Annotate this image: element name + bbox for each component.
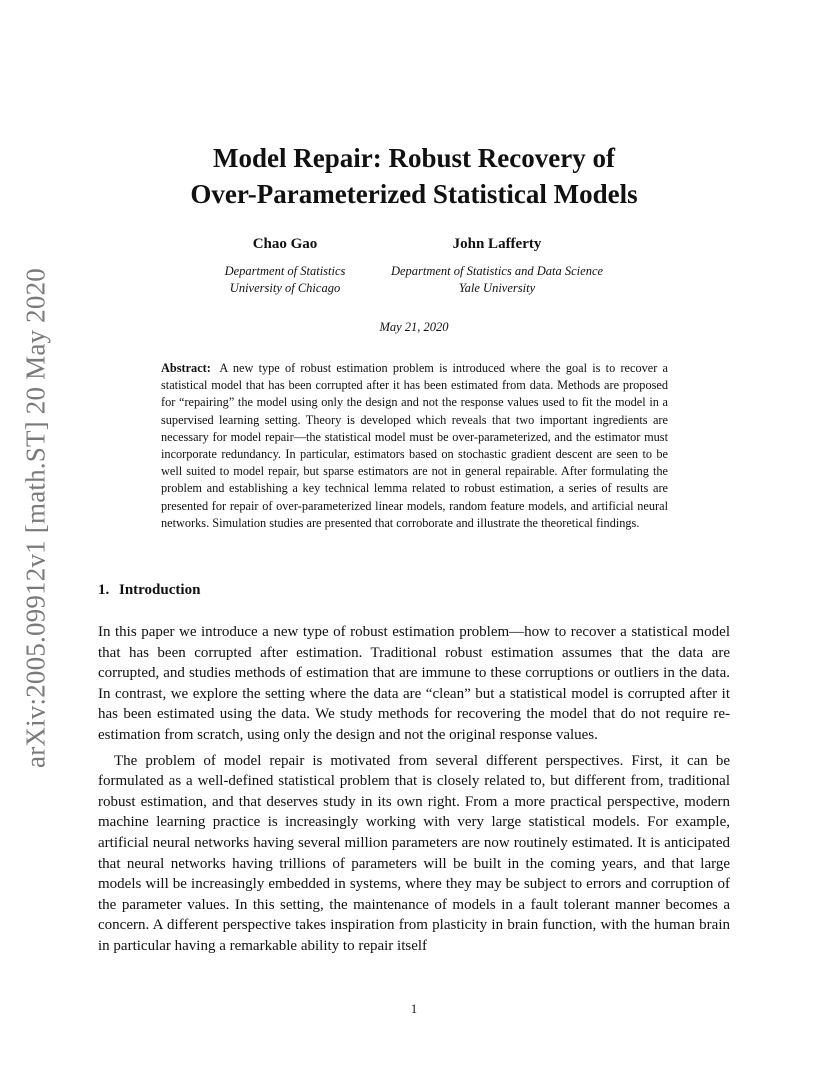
page-number: 1 bbox=[410, 1002, 418, 1016]
author-block bbox=[205, 236, 365, 297]
abstract-label: Abstract: bbox=[161, 361, 211, 375]
paper-title bbox=[98, 140, 730, 212]
arxiv-identifier: arXiv:2005.09912v1 [math.ST] 20 May 2020 bbox=[20, 268, 51, 768]
paper-date: May 21, 2020 bbox=[379, 320, 449, 334]
author-block bbox=[365, 236, 629, 297]
section-title: Introduction bbox=[119, 582, 201, 598]
title-line-1: Model Repair: Robust Recovery of bbox=[213, 143, 615, 173]
section-body bbox=[98, 622, 730, 962]
section-number: 1. bbox=[98, 582, 110, 598]
section-heading bbox=[98, 582, 200, 599]
arxiv-side-stamp bbox=[0, 0, 56, 1072]
title-line-2: Over-Parameterized Statistical Models bbox=[190, 179, 638, 209]
body-paragraph: The problem of model repair is motivated from several different perspectives. First, it can be formulated as a well-defined statistical problem that is closely related to, but different from, traditional robust estimation, and that deserves study in its own right. From a more practical perspective, modern machine learning practice is increasingly working with very large statistical models. For example, artificial neural networks having several million parameters are now routinely estimated. It is anticipated that neural networks having trillions of parameters will be built in the coming years, and that large models will be increasingly embedded in systems, where they may be subject to errors and corruption of the parameter values. In this setting, the maintenance of models in a fault tolerant manner becomes a concern. A different perspective takes inspiration from plasticity in brain function, with the human brain in particular having a remarkable ability to repair itself bbox=[98, 752, 730, 954]
author-name: John Lafferty bbox=[452, 236, 542, 252]
author-name: Chao Gao bbox=[252, 236, 318, 252]
abstract bbox=[161, 360, 668, 532]
author-affiliation-department: Department of Statistics and Data Science bbox=[390, 264, 604, 278]
author-affiliation-university: Yale University bbox=[458, 281, 536, 295]
body-paragraph: In this paper we introduce a new type of robust estimation problem—how to recover a statistical model that has been corrupted after estimation. Traditional robust estimation assumes that the data are corrupted, and studies methods of estimation that are immune to these corruptions or outliers in the data. In contrast, we explore the setting where the data are “clean” but a statistical model is corrupted after it has been estimated using the data. We study methods for recovering the model that do not require re-estimation from scratch, using only the design and not the original response values. bbox=[98, 624, 730, 743]
author-affiliation-university: University of Chicago bbox=[229, 281, 341, 295]
abstract-text: A new type of robust estimation problem is introduced where the goal is to recover a statistical model that has been corrupted after it has been estimated from data. Methods are proposed for “repairing” the model using only the design and not the response values used to fit the model in a supervised learning setting. Theory is developed which reveals that two important ingredients are necessary for model repair—the statistical model must be over-parameterized, and the estimator must incorporate redundancy. In particular, estimators based on stochastic gradient descent are seen to be well suited to model repair, but sparse estimators are not in general repairable. After formulating the problem and establishing a key technical lemma related to robust estimation, a series of results are presented for repair of over-parameterized linear models, random feature models, and artificial neural networks. Simulation studies are presented that corroborate and illustrate the theoretical findings. bbox=[161, 361, 668, 530]
author-affiliation-department: Department of Statistics bbox=[224, 264, 346, 278]
